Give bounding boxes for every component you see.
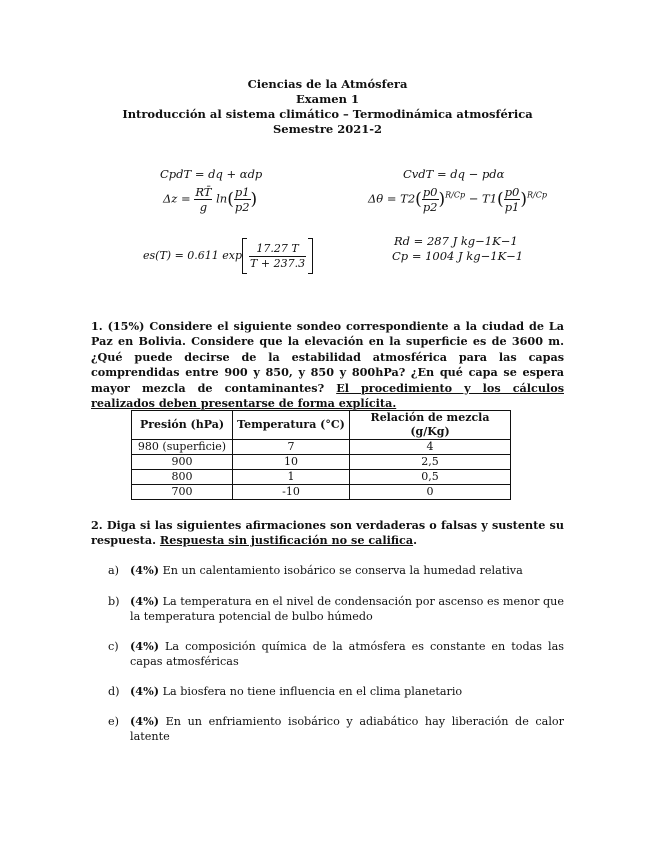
exam-page: Ciencias de la Atmósfera Examen 1 Introducción al sistema climático – Termodinámica atmosférica Semestre 2021-2 CpdT = dq + αdp CvdT = dq − pdα Δz = $\frac{RT̄}{g}$ ln( $\frac{p1}{p2}$ ) Δθ = T2( $\frac{p0}{p2}$ )$^{R/Cp}$ − T1( $\frac{p0}{p1}$ )$^{R/Cp}$ es(T) = 0.611 exp $\frac{17.27 T}{T + 237.3}$ Rd = 287 J kg−1K−1 Cp = 1004 J kg−1K−1 1. (15%) Considere el siguiente sondeo correspondiente a la ciudad de La Paz en Bolivia. Considere que la elevación en la superficie es de 3600 m. ¿Qué puede decirse de la estabilidad atmosférica para las capas comprendidas entre 900 y 850, y 850 y 800hPa? ¿En qué capa se espera mayor mezcla de contaminantes? El procedimiento y los cálculos realizados deben presentarse de forma explícita. Presión (hPa) Temperatura (°C) Relación de mezcla (g/Kg) 980 (superficie) 7 4 900 10 2,5 800 1 0,5 700 -10 0 2. Diga si las siguientes afirmaciones son verdaderas o falsas y sustente su respuesta. Respuesta sin justificación no se califica. a) (4%) En un calentamiento isobárico se conserva la humedad relativa b) (4%) La temperatura en el nivel de condensación por ascenso es menor que la temperatura potencial de bulbo húmedo c) (4%) La composición química de la atmósfera es constante en todas las capas atmosféricas d) (4%) La biosfera no tiene influencia en el clima planetario e) (4%) En un enfriamiento isobárico y adiabático hay liberación de calor latente <box>0 0 655 848</box>
equation-rd: Rd = 287 J kg−1K−1 <box>394 234 518 248</box>
table-row: 980 (superficie) 7 4 <box>132 440 511 455</box>
equation-clausius: es(T) = 0.611 exp $\frac{17.27 T}{T + 237.3}$ <box>143 238 313 274</box>
equation-hypsometric: Δz = $\frac{RT̄}{g}$ ln( $\frac{p1}{p2}$ ) <box>163 185 258 214</box>
exam-header <box>0 77 655 137</box>
question-1: 1. (15%) Considere el siguiente sondeo correspondiente a la ciudad de La Paz en Bolivia. Considere que la elevación en la superficie es de 3600 m. ¿Qué puede decirse de la estabilidad atmosférica para las capas comprendidas entre 900 y 850, y 850 y 800hPa? ¿En qué capa se espera mayor mezcla de contaminantes? El procedimiento y los cálculos realizados deben presentarse de forma explícita. <box>91 319 564 411</box>
table-row: 700 -10 0 <box>132 485 511 500</box>
eq-dz-frac: $\frac{RT̄}{g}$ <box>195 185 212 214</box>
equation-cp: CpdT = dq + αdp <box>160 167 263 181</box>
table-row: 800 1 0,5 <box>132 470 511 485</box>
table-header-row <box>132 411 511 440</box>
semester: Semestre 2021-2 <box>272 122 383 136</box>
question-2: 2. Diga si las siguientes afirmaciones son verdaderas o falsas y sustente su respuesta. Respuesta sin justificación no se califica. <box>91 518 564 548</box>
eq-dz-lhs: Δz = <box>163 191 191 206</box>
sounding-table <box>131 410 511 500</box>
exam-subtitle: Introducción al sistema climático – Termodinámica atmosférica <box>122 107 533 121</box>
col-mixing-ratio: Relación de mezcla (g/Kg) <box>350 411 511 440</box>
exam-title: Examen 1 <box>296 92 359 106</box>
equation-dtheta: Δθ = T2( $\frac{p0}{p2}$ )$^{R/Cp}$ − T1( $\frac{p0}{p1}$ )$^{R/Cp}$ <box>368 185 547 214</box>
course-title: Ciencias de la Atmósfera <box>247 77 408 91</box>
col-pressure: Presión (hPa) <box>132 411 233 440</box>
equation-cp-value: Cp = 1004 J kg−1K−1 <box>392 249 524 263</box>
table-row: 900 10 2,5 <box>132 455 511 470</box>
equation-cv: CvdT = dq − pdα <box>403 167 505 181</box>
col-temperature: Temperatura (°C) <box>233 411 350 440</box>
eq-dz-ln: ln <box>216 191 228 206</box>
